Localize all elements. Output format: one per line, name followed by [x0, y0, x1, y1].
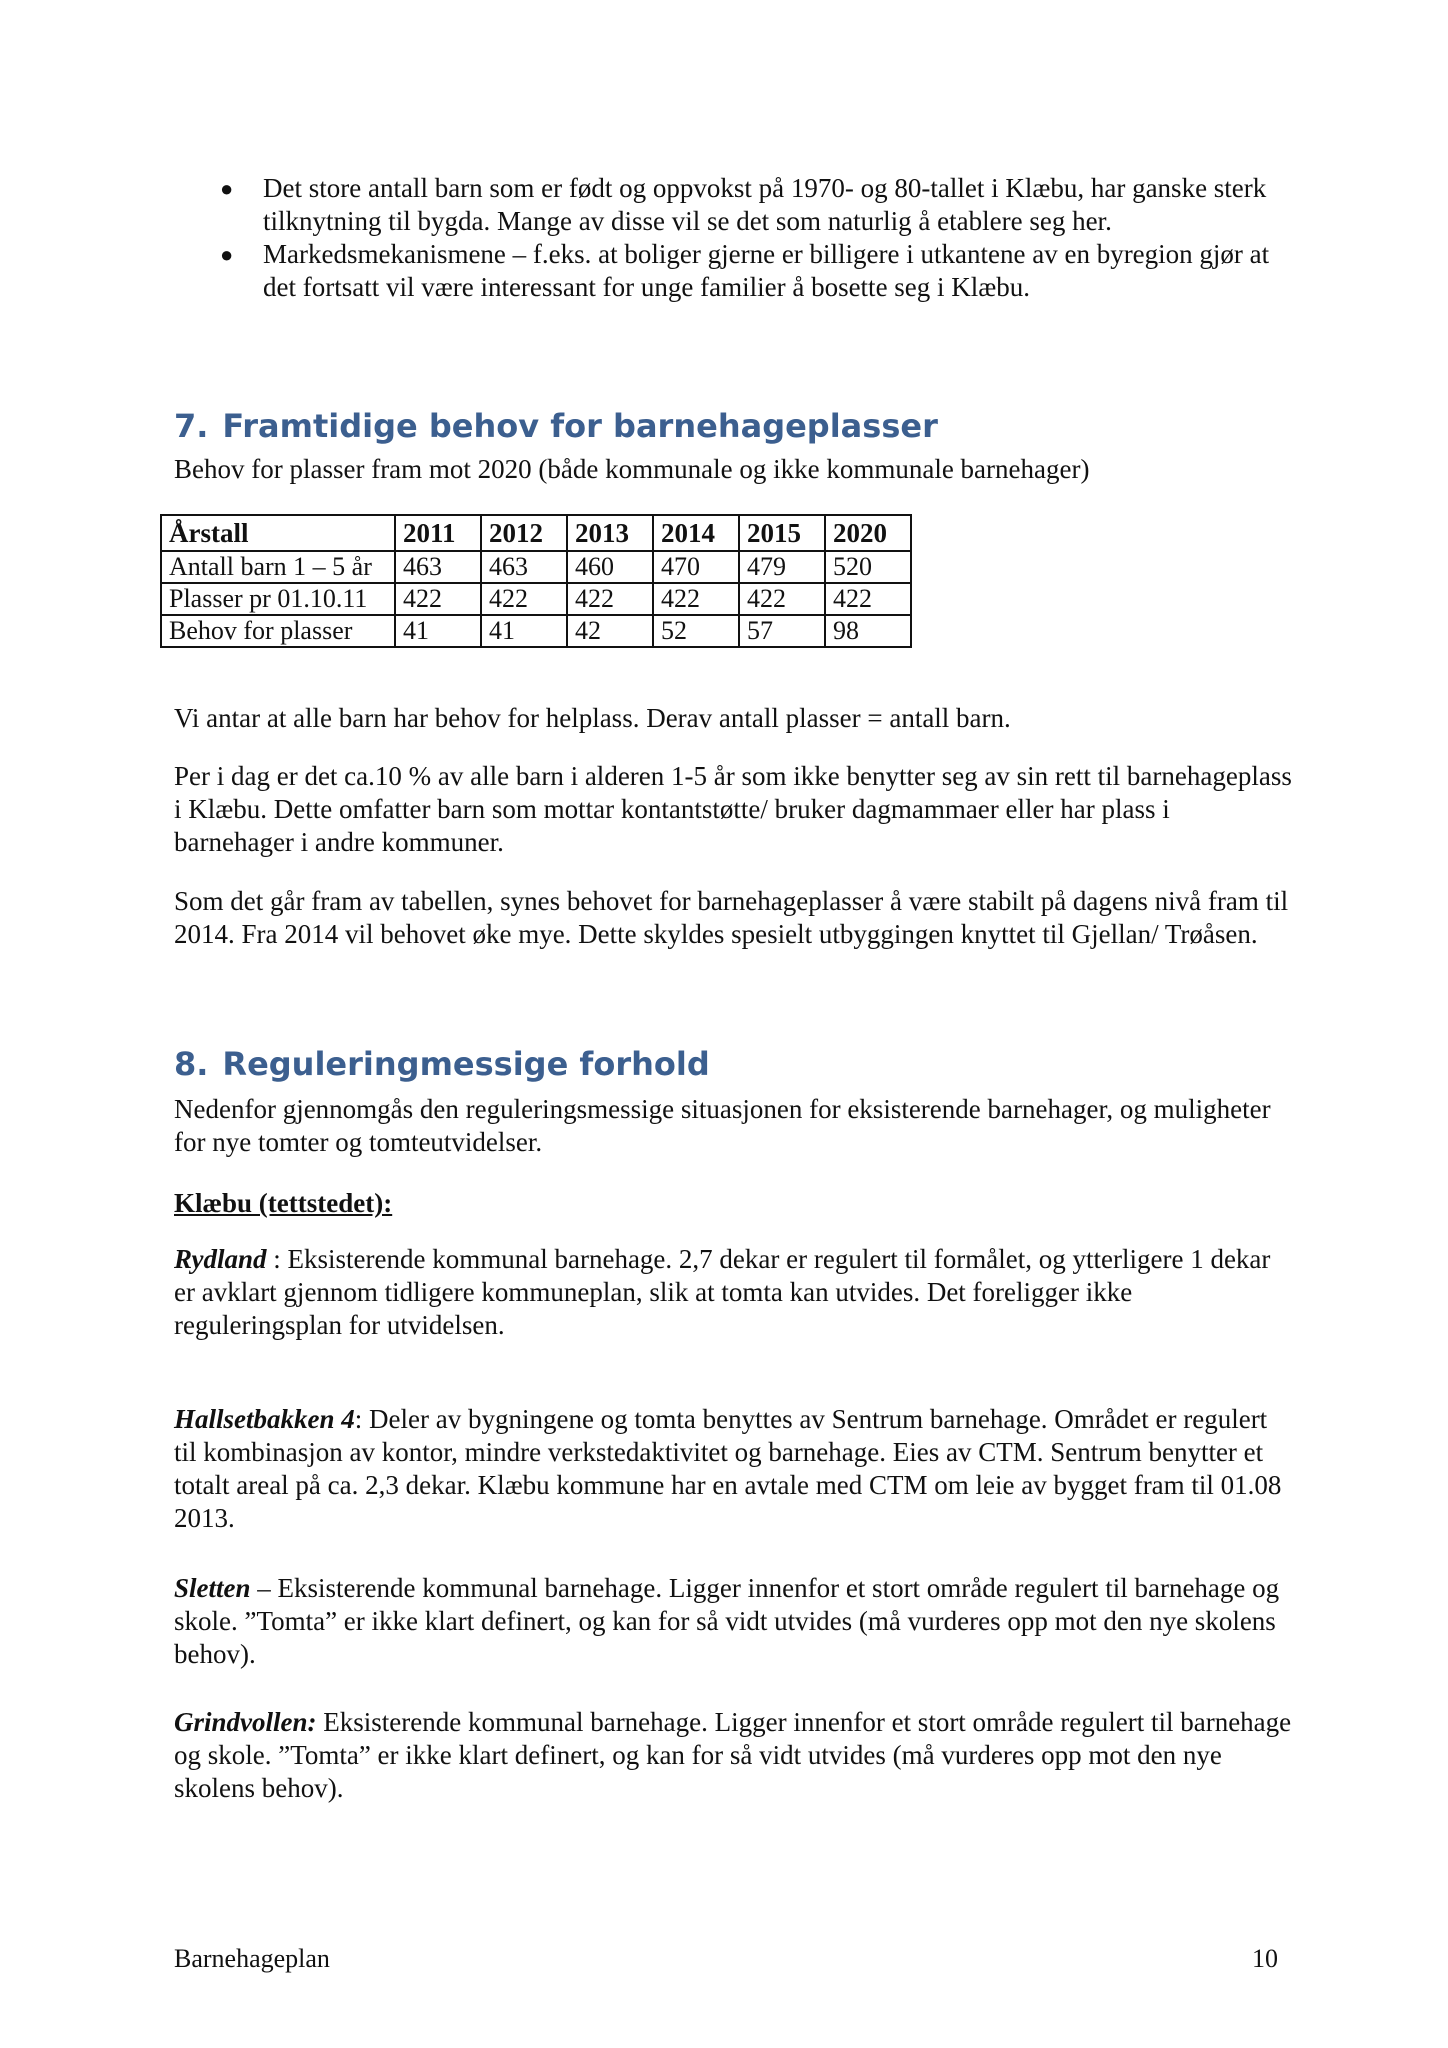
section-7-heading [174, 406, 938, 446]
table-cell: 422 [653, 583, 739, 615]
section-title: Reguleringmessige forhold [222, 1045, 710, 1083]
entry-separator: – [250, 1573, 278, 1603]
body-paragraph: Per i dag er det ca.10 % av alle barn i alderen 1-5 år som ikke benytter seg av sin rett til barnehageplass i Klæbu. Dette omfatter barn som mottar kontantstøtte/ bruker dagmammaer eller har plass i barnehager i andre kommuner. [174, 761, 1292, 857]
table-cell: 41 [481, 615, 567, 647]
body-paragraph: Som det går fram av tabellen, synes behovet for barnehageplasser å være stabilt på dagens nivå fram til 2014. Fra 2014 vil behovet øke mye. Dette skyldes spesielt utbyggingen knyttet til Gjellan/ Trøåsen. [174, 886, 1289, 949]
table-header-cell: 2012 [481, 515, 567, 551]
bullet-item [176, 238, 1306, 304]
table-header-cell: 2013 [567, 515, 653, 551]
table-cell: Behov for plasser [161, 615, 395, 647]
entry-text: Eksisterende kommunal barnehage. Ligger innenfor et stort område regulert til barnehage og skole. ”Tomta” er ikke klart definert, og kan for så vidt utvides (må vurderes opp mot den nye skolens behov). [174, 1573, 1280, 1669]
table-row [161, 551, 911, 583]
entry-grindvollen [174, 1706, 1294, 1805]
section-7-subtitle: Behov for plasser fram mot 2020 (både kommunale og ikke kommunale barnehager) [174, 454, 1090, 484]
table-cell: 463 [395, 551, 481, 583]
entry-name: Grindvollen: [174, 1707, 317, 1737]
table-cell: 460 [567, 551, 653, 583]
entry-hallsetbakken [174, 1403, 1294, 1535]
bullet-text: Markedsmekanismene – f.eks. at boliger gjerne er billigere i utkantene av en byregion gjør at det fortsatt vil være interessant for unge familier å bosette seg i Klæbu. [263, 239, 1270, 302]
table-row [161, 583, 911, 615]
table-cell: 422 [481, 583, 567, 615]
table-cell: 52 [653, 615, 739, 647]
bullet-icon: ● [220, 242, 234, 267]
entry-sletten [174, 1572, 1294, 1671]
section-title: Framtidige behov for barnehageplasser [222, 407, 938, 445]
table-cell: 470 [653, 551, 739, 583]
table-cell: 42 [567, 615, 653, 647]
table-cell: 463 [481, 551, 567, 583]
entry-name: Sletten [174, 1573, 251, 1603]
table-cell: 422 [567, 583, 653, 615]
section-number: 8. [174, 1045, 209, 1083]
table-header-cell: 2011 [395, 515, 481, 551]
footer-title: Barnehageplan [174, 1944, 330, 1973]
table-cell: 98 [825, 615, 911, 647]
entry-name: Hallsetbakken 4 [174, 1404, 355, 1434]
table-cell: 422 [739, 583, 825, 615]
section-8-intro: Nedenfor gjennomgås den reguleringsmessige situasjonen for eksisterende barnehager, og muligheter for nye tomter og tomteutvidelser. [174, 1094, 1271, 1157]
body-paragraph: Vi antar at alle barn har behov for helplass. Derav antall plasser = antall barn. [174, 703, 1011, 733]
entry-separator: : [266, 1244, 288, 1274]
table-row [161, 615, 911, 647]
table-cell: 422 [825, 583, 911, 615]
table-cell: Antall barn 1 – 5 år [161, 551, 395, 583]
table-header-row [161, 515, 911, 551]
table-cell: 41 [395, 615, 481, 647]
table-header-cell: 2020 [825, 515, 911, 551]
table-cell: Plasser pr 01.10.11 [161, 583, 395, 615]
entry-text: Eksisterende kommunal barnehage. 2,7 dekar er regulert til formålet, og ytterligere 1 dekar er avklart gjennom tidligere kommuneplan, slik at tomta kan utvides. Det foreligger ikke reguleringsplan for utvidelsen. [174, 1244, 1271, 1340]
bullet-text: Det store antall barn som er født og oppvokst på 1970- og 80-tallet i Klæbu, har ganske sterk tilknytning til bygda. Mange av disse vil se det som naturlig å etablere seg her. [263, 173, 1267, 236]
table-header-cell: Årstall [161, 515, 395, 551]
table-cell: 422 [395, 583, 481, 615]
entry-text: Deler av bygningene og tomta benyttes av Sentrum barnehage. Området er regulert til kombinasjon av kontor, mindre verkstedaktivitet og barnehage. Eies av CTM. Sentrum benytter et totalt areal på ca. 2,3 dekar. Klæbu kommune har en avtale med CTM om leie av bygget fram til 01.08 2013. [174, 1404, 1282, 1533]
bullet-list [176, 172, 1306, 304]
data-table [160, 514, 912, 648]
section-number: 7. [174, 407, 209, 445]
entry-text: Eksisterende kommunal barnehage. Ligger innenfor et stort område regulert til barnehage og skole. ”Tomta” er ikke klart definert, og kan for så vidt utvides (må vurderes opp mot den nye skolens behov). [174, 1707, 1292, 1803]
bullet-item [176, 172, 1306, 238]
table-cell: 57 [739, 615, 825, 647]
entry-name: Rydland [174, 1244, 267, 1274]
table-header-cell: 2014 [653, 515, 739, 551]
bullet-icon: ● [220, 176, 234, 201]
page-number: 10 [1252, 1944, 1278, 1973]
table-cell: 520 [825, 551, 911, 583]
subheading: Klæbu (tettstedet): [174, 1188, 393, 1218]
table-header-cell: 2015 [739, 515, 825, 551]
table-cell: 479 [739, 551, 825, 583]
entry-separator: : [354, 1404, 370, 1434]
entry-rydland [174, 1243, 1294, 1342]
section-8-heading [174, 1044, 710, 1084]
